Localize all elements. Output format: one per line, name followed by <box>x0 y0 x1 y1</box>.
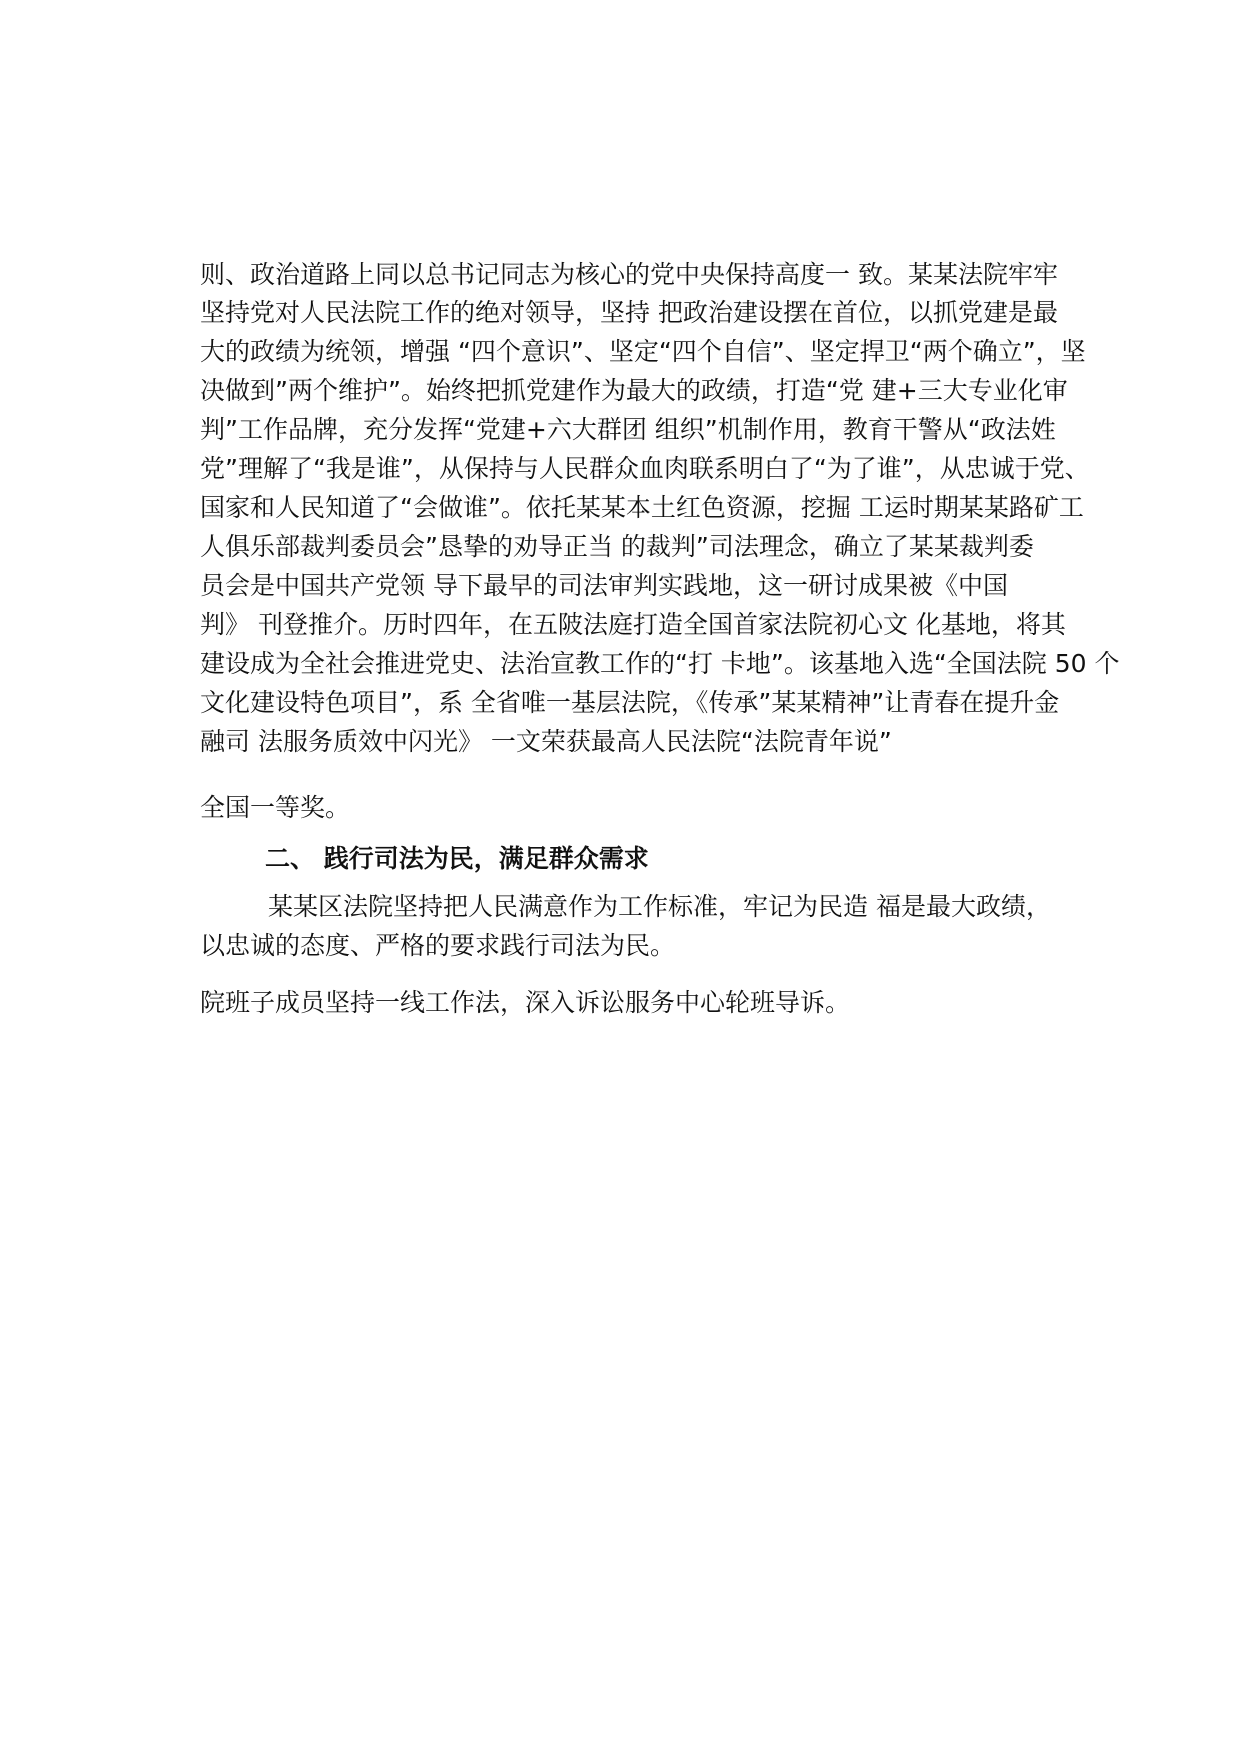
paragraph-1-line-2: 坚持党对人民法院工作的绝对领导，坚持 把政治建设摆在首位，以抓党建是最 <box>200 298 1058 327</box>
paragraph-1-line-4: 决做到”两个维护”。始终把抓党建作为最大的政绩，打造“党 建+三大专业化审 <box>200 376 1068 405</box>
paragraph-1-line-12: 文化建设特色项目”，系 全省唯一基层法院，《传承”某某精神”让青春在提升金 <box>200 688 1060 717</box>
paragraph-1-line-5: 判”工作品牌，充分发挥“党建+六大群团 组织”机制作用，教育干警从“政法姓 <box>200 415 1056 444</box>
paragraph-1-line-7: 国家和人民知道了“会做谁”。依托某某本土红色资源，挖掘 工运时期某某路矿工 <box>200 493 1084 522</box>
paragraph-1-line-13: 融司 法服务质效中闪光》 一文荣获最高人民法院“法院青年说” <box>200 727 892 756</box>
paragraph-3: 院班子成员坚持一线工作法，深入诉讼服务中心轮班导诉。 <box>200 988 851 1017</box>
paragraph-1-line-8: 人俱乐部裁判委员会”恳挚的劝导正当 的裁判”司法理念，确立了某某裁判委 <box>200 532 1034 561</box>
paragraph-2-line-1: 某某区法院坚持把人民满意作为工作标准，牢记为民造 福是最大政绩， <box>268 892 1051 921</box>
paragraph-1-ending: 全国一等奖。 <box>200 793 351 822</box>
paragraph-1-line-3: 大的政绩为统领，增强 “四个意识”、坚定“四个自信”、坚定捍卫“两个确立”，坚 <box>200 337 1086 366</box>
paragraph-1-line-10: 判》 刊登推介。历时四年，在五陂法庭打造全国首家法院初心文 化基地，将其 <box>200 610 1066 639</box>
section-heading-2: 二、 践行司法为民，满足群众需求 <box>265 844 649 873</box>
paragraph-1-line-11: 建设成为全社会推进党史、法治宣教工作的“打 卡地”。该基地入选“全国法院 50 个 <box>200 649 1120 678</box>
paragraph-1-line-6: 党”理解了“我是谁”，从保持与人民群众血肉联系明白了“为了谁”，从忠诚于党、 <box>200 454 1090 483</box>
paragraph-2-line-2: 以忠诚的态度、严格的要求践行司法为民。 <box>200 931 676 960</box>
paragraph-1-line-9: 员会是中国共产党领 导下最早的司法审判实践地，这一研讨成果被《中国 <box>200 571 1008 600</box>
paragraph-1-line-1: 则、政治道路上同以总书记同志为核心的党中央保持高度一 致。某某法院牢牢 <box>200 260 1058 289</box>
